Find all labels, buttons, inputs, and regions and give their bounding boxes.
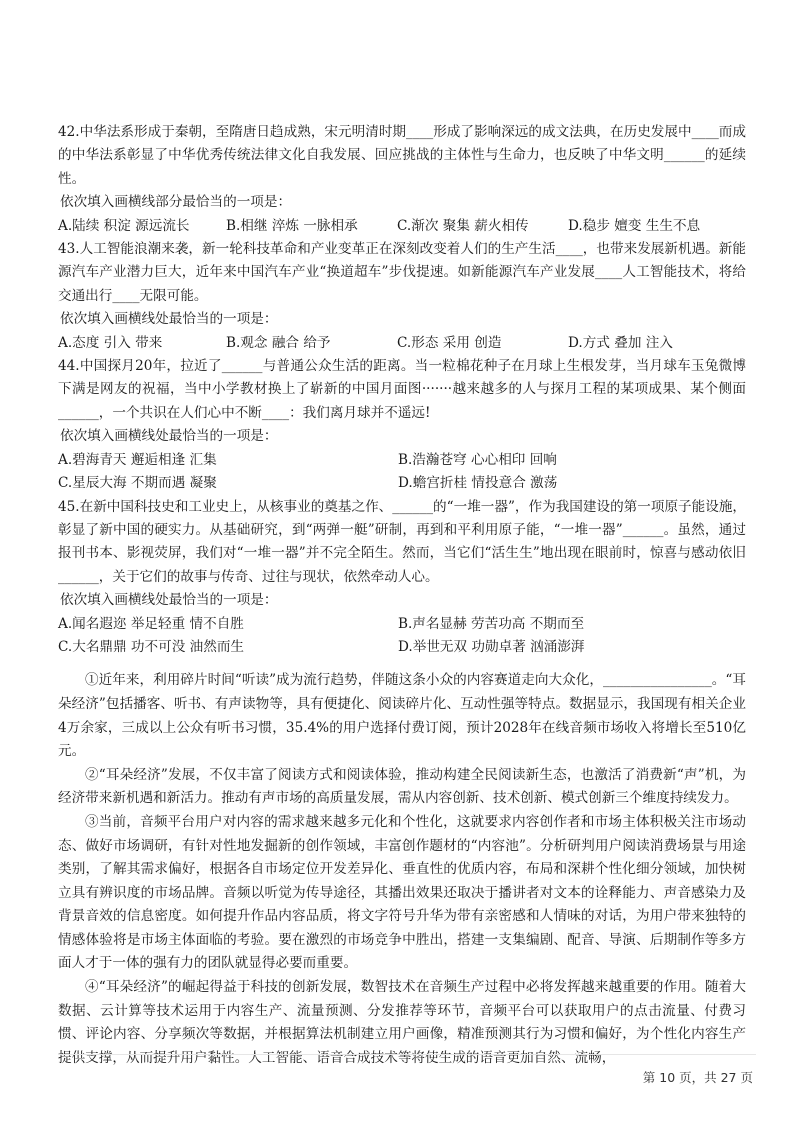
question-prompt: 依次填入画横线处最恰当的一项是： [60,428,278,445]
option-a: A.态度 引入 带来 [58,334,163,351]
option-c: C.渐次 聚集 薪火相传 [397,217,529,234]
question-45 [58,496,746,660]
option-d: D.稳步 嬗变 生生不息 [568,217,701,234]
passage-paragraph: ②“耳朵经济”发展，不仅丰富了阅读方式和阅读体验，推动构建全民阅读新生态，也激活了消费新“声”机，为经济带来新机遇和新活力。推动有声市场的高质量发展，需从内容创新、技术创新、模式创新三个维度持续发力。 [58,766,746,807]
section-gap [58,659,746,669]
option-a: A.碧海青天 邂逅相逢 汇集 [58,451,217,468]
option-b: B.观念 融合 给予 [226,334,331,351]
option-c: C.星辰大海 不期而遇 凝聚 [58,475,217,492]
footer-divider [58,1054,756,1055]
options-grid [58,449,746,496]
option-d: D.方式 叠加 注入 [568,334,673,351]
question-42 [58,121,746,238]
option-b: B.相继 淬炼 一脉相承 [226,217,358,234]
question-text: 44.中国探月20年，拉近了______与普通公众生活的距离。当一粒棉花种子在月球上生根发芽，当月球车玉兔微博下满是网友的祝福，当中小学教材换上了崭新的中国月面图·······越来越多的人与探月工程的某项成果、某个侧面______，一个共识在人们心中不断____：我们离月球并不遥远! [58,358,746,421]
question-44 [58,355,746,495]
options-row [58,332,746,355]
option-d: D.举世无双 功勋卓著 汹涌澎湃 [398,638,585,655]
question-prompt: 依次填入画横线处最恰当的一项是： [60,592,278,609]
page-number: 第 10 页，共 27 页 [642,1070,753,1085]
option-c: C.形态 采用 创造 [397,334,502,351]
option-d: D.蟾宫折桂 情投意合 激荡 [398,475,558,492]
option-b: B.浩瀚苍穹 心心相印 回响 [398,451,557,468]
options-row [58,215,746,238]
passage-paragraph: ④“耳朵经济”的崛起得益于科技的创新发展，数智技术在音频生产过程中必将发挥越来越重要的作用。随着大数据、云计算等技术运用于内容生产、流量预测、分发推荐等环节，音频平台可以获取用户的点击流量、付费习惯、评论内容、分享频次等数据，并根据算法机制建立用户画像，精准预测其行为习惯和偏好，为个性化内容生产提供支撑，从而提升用户黏性。人工智能、语音合成技术等将使生成的语音更加自然、流畅， [58,979,746,1066]
option-c: C.大名鼎鼎 功不可没 油然而生 [58,638,245,655]
question-43 [58,238,746,355]
page-content [58,121,746,1070]
question-prompt: 依次填入画横线处最恰当的一项是： [60,311,278,328]
question-text: 42.中华法系形成于秦朝，至隋唐日趋成熟，宋元明清时期____形成了影响深远的成文法典，在历史发展中____而成的中华法系彰显了中华优秀传统法律文化自我发展、回应挑战的主体性与生命力，也反映了中华文明______的延续性。 [58,124,746,187]
reading-passage [58,669,746,1070]
option-a: A.闻名遐迩 举足轻重 情不自胜 [58,615,244,632]
options-grid [58,613,746,660]
question-text: 45.在新中国科技史和工业史上，从核事业的奠基之作、______的“一堆一器”，作为我国建设的第一项原子能设施，彰显了新中国的硬实力。从基础研究，到“两弹一艇”研制，再到和平利用原子能，“一堆一器”______。虽然，通过报刊书本、影视荧屏，我们对“一堆一器”并不完全陌生。然而，当它们“活生生”地出现在眼前时，惊喜与感动依旧______，关于它们的故事与传奇、过往与现状，依然牵动人心。 [58,498,747,585]
question-prompt: 依次填入画横线部分最恰当的一项是： [60,194,292,211]
option-a: A.陆续 积淀 源远流长 [58,217,190,234]
passage-paragraph: ①近年来，利用碎片时间“听读”成为流行趋势，伴随这条小众的内容赛道走向大众化，________________。“耳朵经济”包括播客、听书、有声读物等，具有便捷化、阅读碎片化、互动性强等特点。数据显示，我国现有相关企业4万余家，三成以上公众有听书习惯，35.4%的用户选择付费订阅，预计2028年在线音频市场收入将增长至510亿元。 [58,672,746,760]
option-b: B.声名显赫 劳苦功高 不期而至 [398,615,585,632]
passage-paragraph: ③当前，音频平台用户对内容的需求越来越多元化和个性化，这就要求内容创作者和市场主体积极关注市场动态、做好市场调研，有针对性地发掘新的创作领域，丰富创作题材的“内容池”。分析研判用户阅读消费场景与用途类别，了解其需求偏好，根据各自市场定位开发差异化、垂直性的优质内容，布局和深耕个性化细分领域，加快树立具有辨识度的市场品牌。音频以听觉为传导途径，其播出效果还取决于播讲者对文本的诠释能力、声音感染力及背景音效的信息密度。如何提升作品内容品质，将文字符号升华为带有亲密感和人情味的对话，为用户带来独特的情感体验将是市场主体面临的考验。要在激烈的市场竞争中胜出，搭建一支集编剧、配音、导演、后期制作等多方面人才于一体的强有力的团队就显得必要而重要。 [58,813,746,972]
question-text: 43.人工智能浪潮来袭，新一轮科技革命和产业变革正在深刻改变着人们的生产生活____，也带来发展新机遇。新能源汽车产业潜力巨大，近年来中国汽车产业“换道超车”步伐提速。如新能源汽车产业发展____人工智能技术，将给交通出行____无限可能。 [58,241,746,304]
